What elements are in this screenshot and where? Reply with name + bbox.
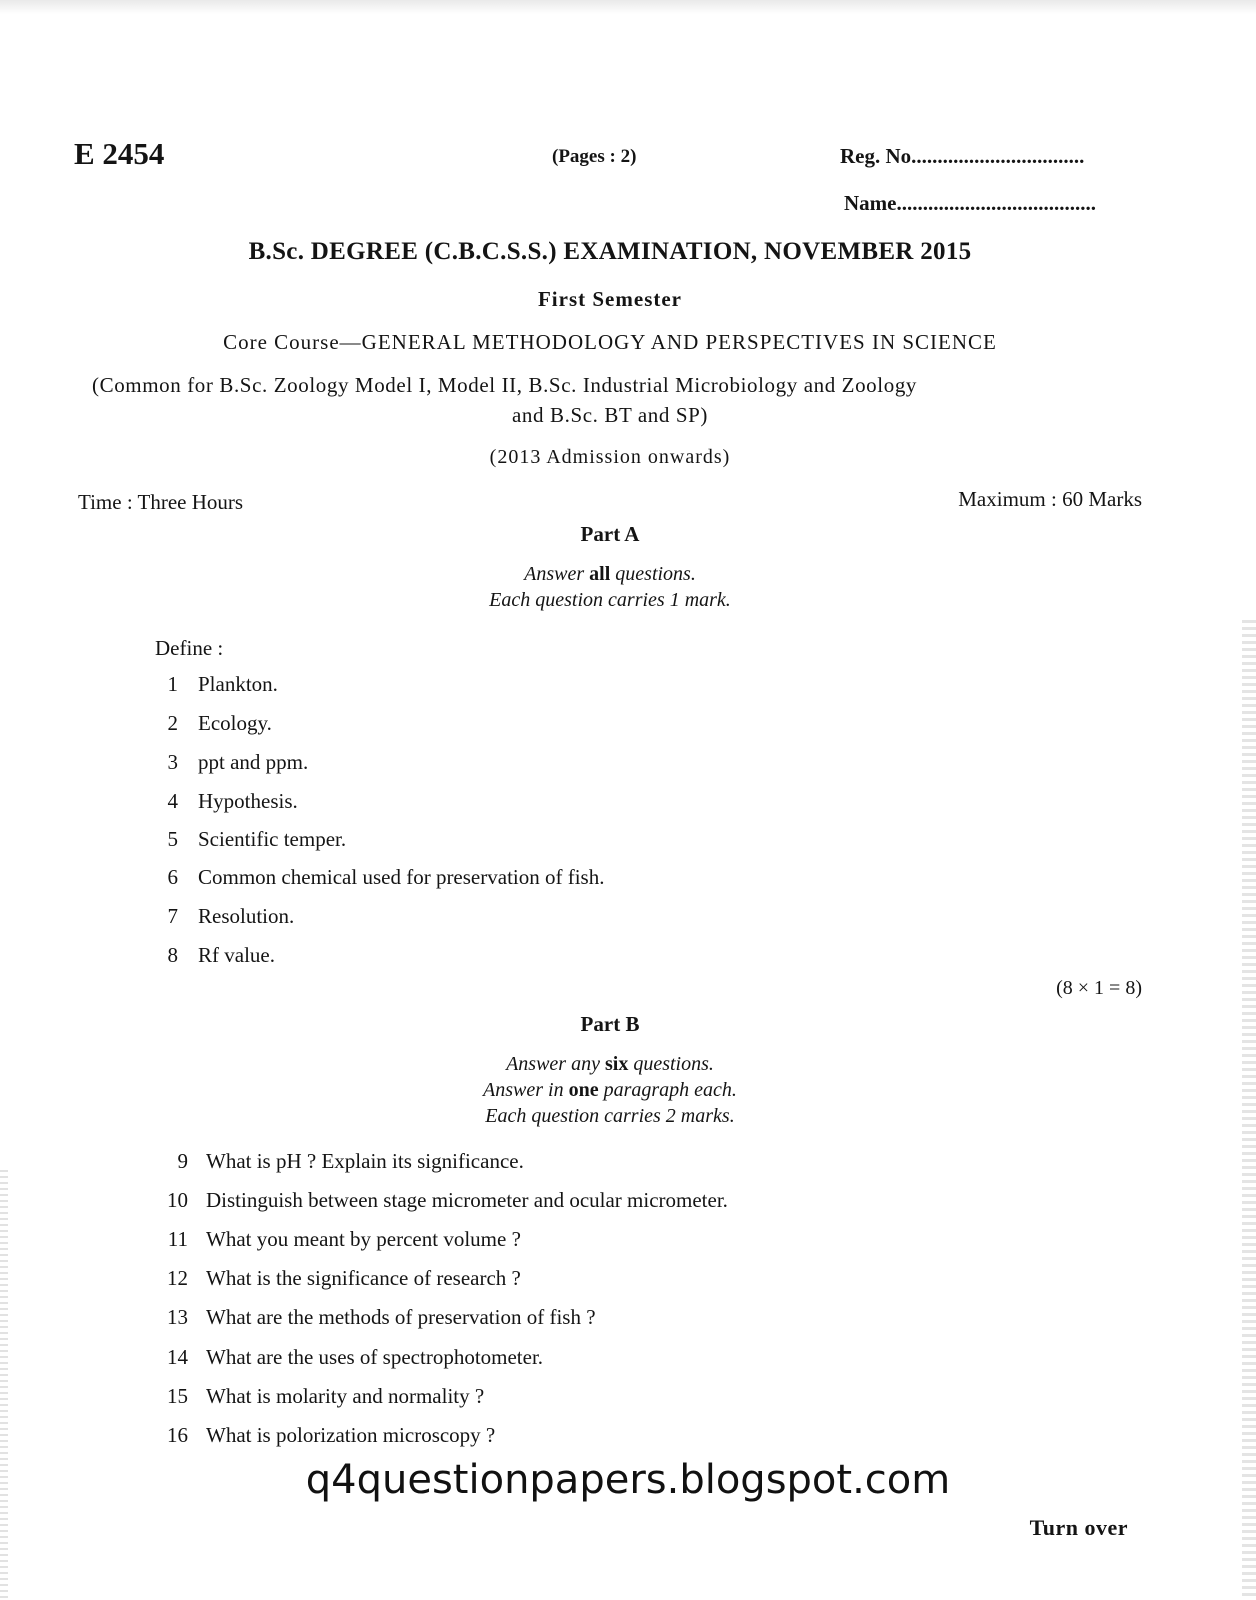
question-text: Ecology. (198, 711, 272, 735)
maximum-marks: Maximum : 60 Marks (958, 487, 1142, 511)
part-b-instruction-3: Each question carries 2 marks. (485, 1105, 735, 1127)
scan-edge-top (0, 0, 1256, 14)
question-text: What are the methods of preservation of fish ? (206, 1305, 596, 1329)
question-number: 8 (167, 943, 178, 967)
question-number: 10 (167, 1188, 188, 1212)
question-text: Distinguish between stage micrometer and ocular micrometer. (206, 1188, 728, 1212)
question-text: Scientific temper. (198, 827, 347, 851)
part-b-instruction-2: Answer in one paragraph each. (483, 1079, 737, 1101)
common-for-line-2: and B.Sc. BT and SP) (512, 403, 708, 427)
question-number: 5 (167, 827, 178, 851)
common-for-line-1: (Common for B.Sc. Zoology Model I, Model II, B.Sc. Industrial Microbiology and Zoology (92, 373, 918, 397)
question-number: 15 (167, 1384, 188, 1408)
part-a-marks: (8 × 1 = 8) (1056, 977, 1142, 999)
page-count: (Pages : 2) (552, 146, 637, 167)
scan-edge-left (0, 1170, 8, 1600)
part-a-instruction-2: Each question carries 1 mark. (489, 589, 731, 611)
question-number: 9 (177, 1149, 188, 1173)
question-text: What is pH ? Explain its significance. (206, 1149, 524, 1173)
question-text: What you meant by percent volume ? (206, 1227, 521, 1251)
scan-edge-right (1242, 620, 1256, 1600)
question-number: 3 (167, 750, 178, 774)
part-a-title: Part A (580, 522, 640, 546)
exam-title: B.Sc. DEGREE (C.B.C.S.S.) EXAMINATION, NOVEMBER 2015 (248, 238, 972, 265)
part-b-instruction-1: Answer any six questions. (506, 1053, 714, 1075)
question-number: 1 (167, 672, 178, 696)
paper-code: E 2454 (74, 136, 165, 171)
time-allowed: Time : Three Hours (78, 490, 244, 514)
watermark-url: q4questionpapers.blogspot.com (305, 1457, 951, 1503)
question-number: 16 (167, 1423, 188, 1447)
question-number: 2 (167, 711, 178, 735)
define-label: Define : (155, 636, 224, 660)
question-number: 4 (167, 789, 178, 813)
question-text: Common chemical used for preservation of fish. (198, 865, 605, 889)
question-text: What is the significance of research ? (206, 1266, 521, 1290)
course-title: Core Course—GENERAL METHODOLOGY AND PERSPECTIVES IN SCIENCE (223, 330, 997, 354)
question-text: Resolution. (198, 904, 295, 928)
question-text: Rf value. (198, 943, 275, 967)
question-text: Plankton. (198, 672, 278, 696)
question-number: 12 (167, 1266, 188, 1290)
question-number: 6 (167, 865, 178, 889)
question-text: What is polorization microscopy ? (206, 1423, 496, 1447)
question-text: Hypothesis. (198, 789, 298, 813)
part-a-instruction-1: Answer all questions. (524, 563, 696, 585)
turn-over-note: Turn over (1029, 1515, 1128, 1540)
semester: First Semester (537, 287, 683, 311)
question-text: What is molarity and normality ? (206, 1384, 485, 1408)
question-text: ppt and ppm. (198, 750, 309, 774)
question-number: 11 (167, 1227, 188, 1251)
admission-note: (2013 Admission onwards) (489, 446, 731, 468)
name-field: Name...................................... (844, 191, 1096, 215)
question-number: 13 (167, 1305, 188, 1329)
question-text: What are the uses of spectrophotometer. (206, 1345, 544, 1369)
question-number: 7 (167, 904, 178, 928)
reg-no-field: Reg. No................................. (840, 144, 1085, 168)
question-number: 14 (167, 1345, 188, 1369)
part-b-title: Part B (580, 1012, 640, 1036)
